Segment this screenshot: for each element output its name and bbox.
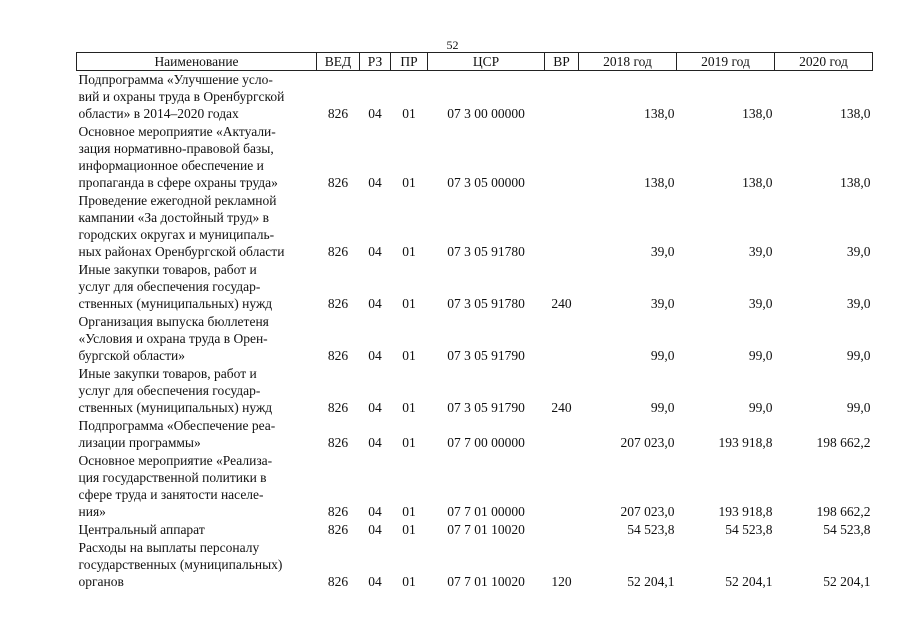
row-ved: 826 [327,522,349,537]
table-row [77,261,873,313]
row-csr: 07 7 01 10020 [447,522,525,537]
row-rz: 04 [368,435,382,450]
row-2018: 138,0 [644,175,675,190]
row-2019: 138,0 [742,175,773,190]
row-rz: 04 [368,296,382,311]
row-csr: 07 3 00 00000 [447,106,525,121]
row-ved: 826 [327,400,349,415]
row-ved: 826 [327,348,349,363]
row-rz: 04 [368,574,382,589]
column-header-2020: 2020 год [775,53,873,71]
table-row [77,539,873,591]
row-name: Основное мероприятие «Реализа- ция государственной политики в сфере труда и занятости населе- ния» [78,453,273,519]
row-rz: 04 [368,504,382,519]
row-vr [545,123,579,192]
row-2019: 99,0 [748,348,773,363]
row-csr: 07 7 01 10020 [447,574,525,589]
row-csr: 07 3 05 91790 [447,400,525,415]
row-2019: 52 204,1 [725,574,773,589]
row-ved: 826 [327,504,349,519]
row-ved: 826 [327,296,349,311]
table-row [77,123,873,192]
row-ved: 826 [327,435,349,450]
table-row [77,521,873,539]
row-2018: 39,0 [650,296,675,311]
row-rz: 04 [368,106,382,121]
row-2018: 99,0 [650,348,675,363]
row-rz: 04 [368,348,382,363]
row-2018: 39,0 [650,244,675,259]
row-ved: 826 [327,574,349,589]
row-vr [545,192,579,261]
row-2020: 198 662,2 [816,504,871,519]
row-csr: 07 7 00 00000 [447,435,525,450]
row-2019: 39,0 [748,244,773,259]
row-name: Основное мероприятие «Актуали- зация нормативно-правовой базы, информационное обеспечение и пропаганда в сфере охраны труда» [78,124,278,190]
row-2020: 52 204,1 [823,574,871,589]
table-row [77,71,873,124]
row-vr [545,71,579,124]
table-row [77,192,873,261]
row-csr: 07 3 05 91790 [447,348,525,363]
row-pr: 01 [402,106,416,121]
column-header-2018: 2018 год [579,53,677,71]
row-pr: 01 [402,400,416,415]
column-header-ved: ВЕД [317,53,360,71]
row-name: Центральный аппарат [78,522,205,537]
row-pr: 01 [402,175,416,190]
row-vr [545,313,579,365]
row-2018: 207 023,0 [620,504,675,519]
row-rz: 04 [368,400,382,415]
row-2019: 193 918,8 [718,435,773,450]
table-header-row [77,53,873,71]
row-vr: 240 [551,400,572,415]
column-header-pr: ПР [391,53,428,71]
row-2018: 207 023,0 [620,435,675,450]
row-2019: 99,0 [748,400,773,415]
row-2020: 54 523,8 [823,522,871,537]
row-csr: 07 3 05 00000 [447,175,525,190]
row-rz: 04 [368,522,382,537]
row-pr: 01 [402,504,416,519]
row-2020: 39,0 [846,296,871,311]
row-2018: 54 523,8 [627,522,675,537]
row-2018: 52 204,1 [627,574,675,589]
column-header-2019: 2019 год [677,53,775,71]
row-2020: 99,0 [846,348,871,363]
table-row [77,452,873,521]
budget-table [76,52,873,591]
column-header-name: Наименование [77,53,317,71]
row-2020: 198 662,2 [816,435,871,450]
row-2019: 54 523,8 [725,522,773,537]
column-header-csr: ЦСР [428,53,545,71]
row-name: Проведение ежегодной рекламной кампании «За достойный труд» в городских округах и муниципаль- ных районах Оренбургской области [78,193,285,259]
row-2020: 99,0 [846,400,871,415]
table-row [77,365,873,417]
row-pr: 01 [402,435,416,450]
table-row [77,417,873,452]
row-name: Иные закупки товаров, работ и услуг для обеспечения государ- ственных (муниципальных) нужд [78,366,273,415]
row-vr [545,452,579,521]
row-csr: 07 3 05 91780 [447,296,525,311]
row-pr: 01 [402,348,416,363]
row-name: Расходы на выплаты персоналу государственных (муниципальных) органов [78,540,283,589]
row-2019: 39,0 [748,296,773,311]
row-csr: 07 3 05 91780 [447,244,525,259]
row-pr: 01 [402,522,416,537]
page-number: 52 [446,38,459,52]
row-vr: 120 [551,574,572,589]
row-pr: 01 [402,244,416,259]
row-pr: 01 [402,296,416,311]
row-csr: 07 7 01 00000 [447,504,525,519]
row-2019: 193 918,8 [718,504,773,519]
row-2020: 138,0 [840,175,871,190]
column-header-rz: РЗ [360,53,391,71]
row-2019: 138,0 [742,106,773,121]
row-rz: 04 [368,244,382,259]
row-2020: 39,0 [846,244,871,259]
table-row [77,313,873,365]
row-2018: 138,0 [644,106,675,121]
column-header-vr: ВР [545,53,579,71]
row-name: Иные закупки товаров, работ и услуг для обеспечения государ- ственных (муниципальных) нужд [78,262,273,311]
row-vr [545,521,579,539]
row-ved: 826 [327,106,349,121]
row-vr [545,417,579,452]
row-name: Организация выпуска бюллетеня «Условия и охрана труда в Орен- бургской области» [78,314,269,363]
row-name: Подпрограмма «Улучшение усло- вий и охраны труда в Оренбургской области» в 2014–2020 годах [78,72,285,121]
row-ved: 826 [327,244,349,259]
row-vr: 240 [551,296,572,311]
row-pr: 01 [402,574,416,589]
row-2020: 138,0 [840,106,871,121]
row-2018: 99,0 [650,400,675,415]
row-ved: 826 [327,175,349,190]
row-name: Подпрограмма «Обеспечение реа- лизации программы» [78,418,276,450]
row-rz: 04 [368,175,382,190]
